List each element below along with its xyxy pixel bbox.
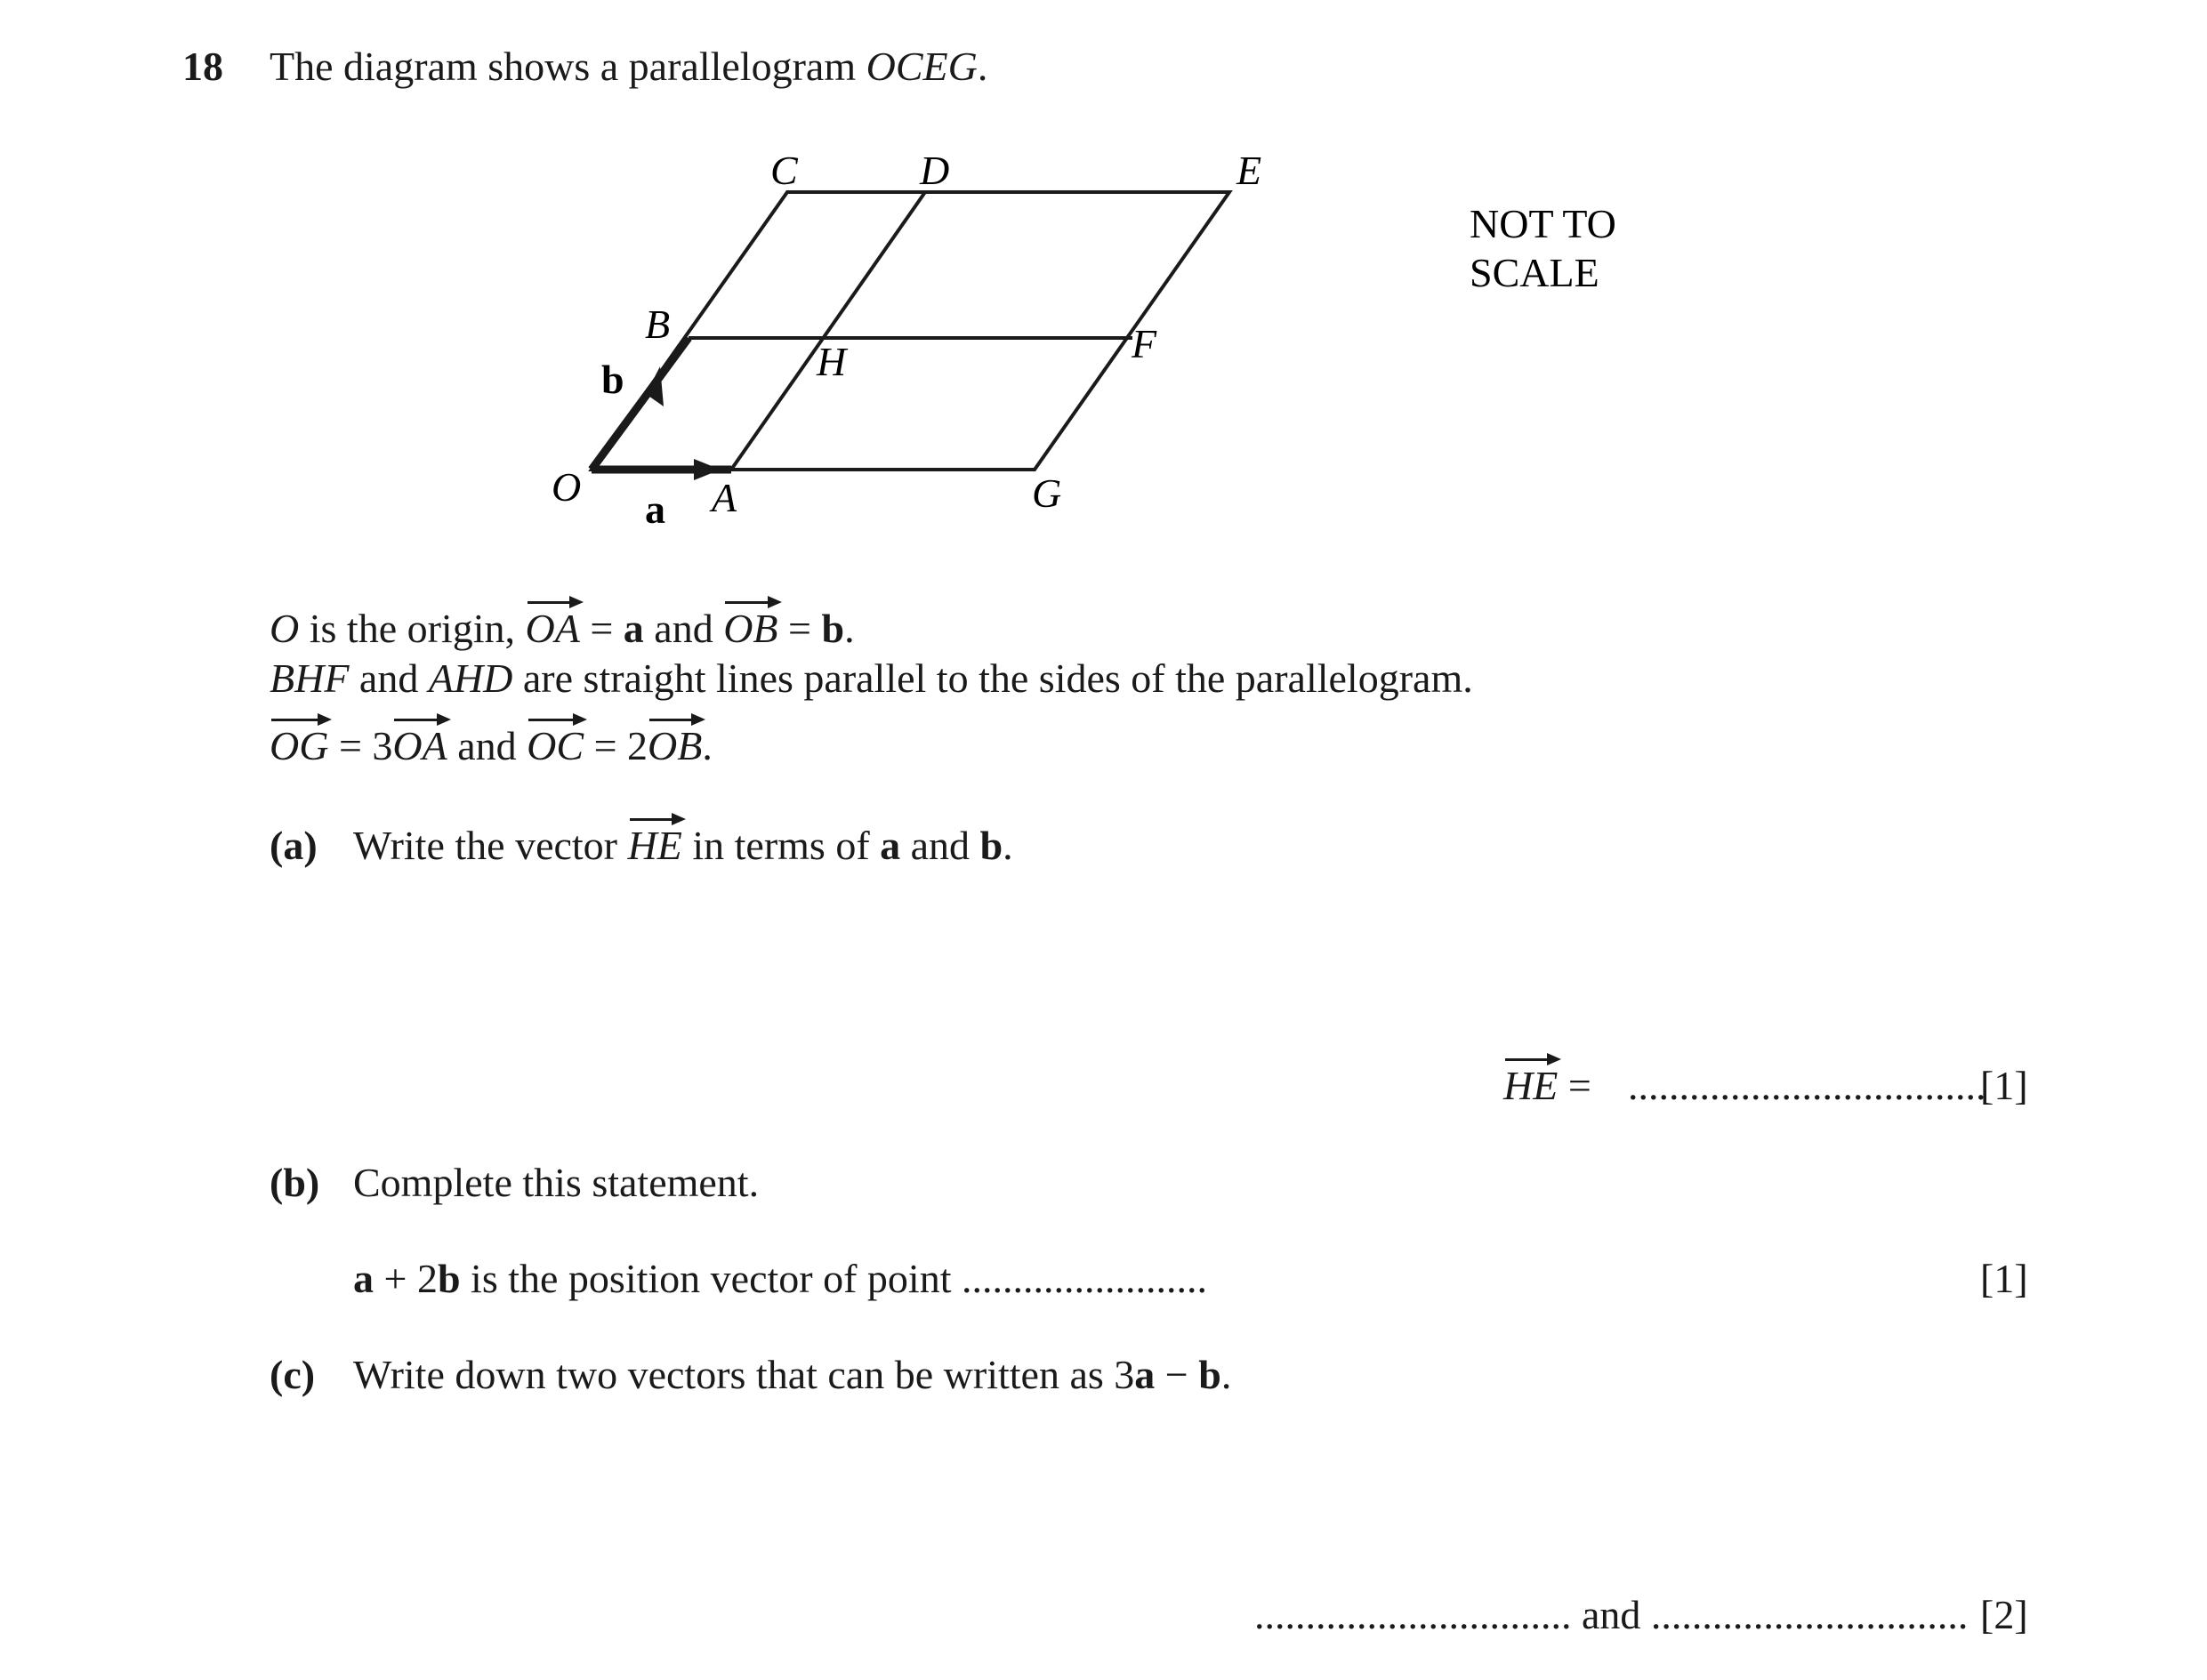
info3-t1: = 3 — [328, 723, 393, 768]
part-b-label: (b) — [270, 1160, 320, 1205]
point-label-f: F — [1132, 321, 1157, 366]
vector-label-a: a — [645, 486, 665, 532]
part-c-t1: Write down two vectors that can be written as 3 — [353, 1352, 1135, 1397]
part-c-marks: [2] — [1980, 1592, 2028, 1637]
info1-t3: and — [643, 606, 724, 651]
question-intro-end: . — [977, 44, 988, 89]
part-a-t4: . — [1003, 823, 1013, 868]
info-line-3 — [270, 723, 713, 768]
point-label-c: C — [770, 148, 798, 193]
part-c-answer-row — [1254, 1592, 1969, 1637]
question-intro-text: The diagram shows a parallelogram — [270, 44, 866, 89]
part-c-and: and — [1571, 1592, 1651, 1637]
part-b-t2[interactable]: is the position vector of point ........................ — [460, 1256, 1207, 1301]
part-b-b: b — [437, 1256, 461, 1301]
point-label-a: A — [712, 475, 737, 520]
line-ahd-name: AHD — [428, 655, 513, 701]
info1-t4: = — [777, 606, 822, 651]
part-a-label: (a) — [270, 823, 318, 868]
point-label-b: B — [645, 301, 671, 347]
vector-og: OG — [270, 723, 329, 768]
point-label-e: E — [1236, 148, 1262, 193]
answer-eq: = — [1558, 1063, 1591, 1108]
part-c-b: b — [1198, 1352, 1221, 1397]
info1-t2: = — [579, 606, 624, 651]
vector-oa-2: OA — [392, 723, 447, 768]
part-c-label: (c) — [270, 1352, 316, 1397]
question-intro-shape: OCEG — [866, 44, 978, 89]
vector-he: HE — [627, 823, 682, 868]
part-b-a: a — [353, 1256, 374, 1301]
info3-t4: . — [702, 723, 713, 768]
part-c-question — [353, 1354, 1231, 1395]
part-a-t2: in terms of — [681, 823, 881, 868]
vector-ob: OB — [723, 606, 778, 651]
part-c-t3: . — [1220, 1352, 1232, 1397]
part-b-marks: [1] — [1980, 1256, 2028, 1301]
part-a-t3: and — [900, 823, 980, 868]
part-a-answer-field[interactable]: ................................... — [1628, 1063, 1986, 1108]
part-c-t2: − — [1155, 1352, 1199, 1397]
vector-oc: OC — [527, 723, 584, 768]
part-a-t1: Write the vector — [353, 823, 628, 868]
part-a-b: b — [979, 823, 1003, 868]
part-a-answer-label — [1503, 1065, 1591, 1106]
part-b-statement[interactable] — [353, 1258, 1207, 1299]
answer-vector-he: HE — [1503, 1063, 1559, 1108]
point-label-h: H — [817, 339, 847, 384]
vector-oa: OA — [525, 606, 580, 651]
info1-a: a — [623, 606, 644, 651]
info2-t1: and — [349, 655, 429, 701]
line-ahd — [731, 192, 925, 470]
point-label-d: D — [920, 148, 950, 193]
not-to-scale-line2: SCALE — [1470, 250, 1599, 295]
line-bhf-name: BHF — [270, 655, 350, 701]
part-c-a: a — [1134, 1352, 1156, 1397]
part-c-answer-field-1[interactable]: ............................... — [1254, 1592, 1572, 1637]
info3-t2: and — [447, 723, 528, 768]
vector-ob-2: OB — [648, 723, 703, 768]
part-b-t1: + 2 — [374, 1256, 438, 1301]
point-label-o: O — [552, 464, 582, 510]
info-line-1 — [270, 608, 855, 649]
not-to-scale-line1: NOT TO — [1470, 201, 1616, 246]
part-a-marks: [1] — [1980, 1063, 2028, 1108]
part-c-answer-field-2[interactable]: ............................... — [1650, 1592, 1969, 1637]
info1-t1: is the origin, — [299, 606, 526, 651]
part-a-a: a — [880, 823, 901, 868]
vector-label-b: b — [601, 357, 624, 402]
part-b-text: Complete this statement. — [353, 1160, 760, 1205]
point-label-g: G — [1032, 470, 1062, 516]
info1-b: b — [821, 606, 845, 651]
info1-t5: . — [844, 606, 855, 651]
part-a-question — [353, 825, 1013, 866]
info3-t3: = 2 — [584, 723, 648, 768]
origin-point: O — [270, 606, 300, 651]
info2-t2: are straight lines parallel to the sides of the parallelogram. — [512, 655, 1473, 701]
info-line-2 — [270, 655, 1473, 701]
question-number: 18 — [182, 44, 223, 89]
